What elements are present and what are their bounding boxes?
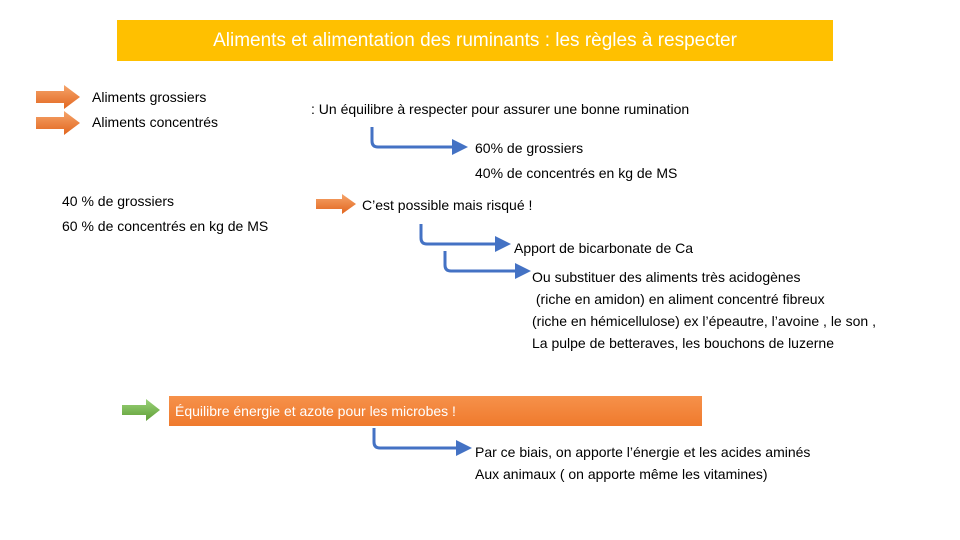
ratio-risky-line1: 40 % de grossiers [62,193,175,209]
bent-down-right-arrow-icon [443,251,533,287]
banner-text: Équilibre énergie et azote pour les microbes ! [175,403,456,419]
ratio-good-line2: 40% de concentrés en kg de MS [475,165,678,181]
ratio-good-line1: 60% de grossiers [475,140,584,156]
title-text: Aliments et alimentation des ruminants : les règles à respecter [213,29,737,51]
balance-text: : Un équilibre à respecter pour assurer une bonne rumination [311,101,690,117]
substitute-line1: Ou substituer des aliments très acidogènes [532,269,801,285]
bent-down-right-arrow-icon [370,127,470,163]
bicarbonate-text: Apport de bicarbonate de Ca [514,240,694,256]
bent-down-right-arrow-icon [372,428,474,464]
substitute-line4: La pulpe de betteraves, les bouchons de luzerne [532,335,834,351]
item-aliments-grossiers: Aliments grossiers [92,89,207,105]
microbes-line1: Par ce biais, on apporte l’énergie et les acides aminés [475,444,811,460]
substitute-line2: (riche en amidon) en aliment concentré fibreux [532,291,825,307]
item-aliments-concentres: Aliments concentrés [92,114,219,130]
substitute-line3: (riche en hémicellulose) ex l’épeautre, l’avoine , le son , [532,313,876,329]
orange-right-arrow-icon [36,111,80,135]
microbes-line2: Aux animaux ( on apporte même les vitamines) [475,466,768,482]
orange-right-arrow-icon [36,85,80,109]
orange-right-arrow-icon [316,194,356,214]
green-right-arrow-icon [122,399,160,421]
risky-text: C’est possible mais risqué ! [362,197,533,213]
ratio-risky-line2: 60 % de concentrés en kg de MS [62,218,269,234]
page-title [117,20,833,61]
energy-nitrogen-banner [169,396,702,426]
